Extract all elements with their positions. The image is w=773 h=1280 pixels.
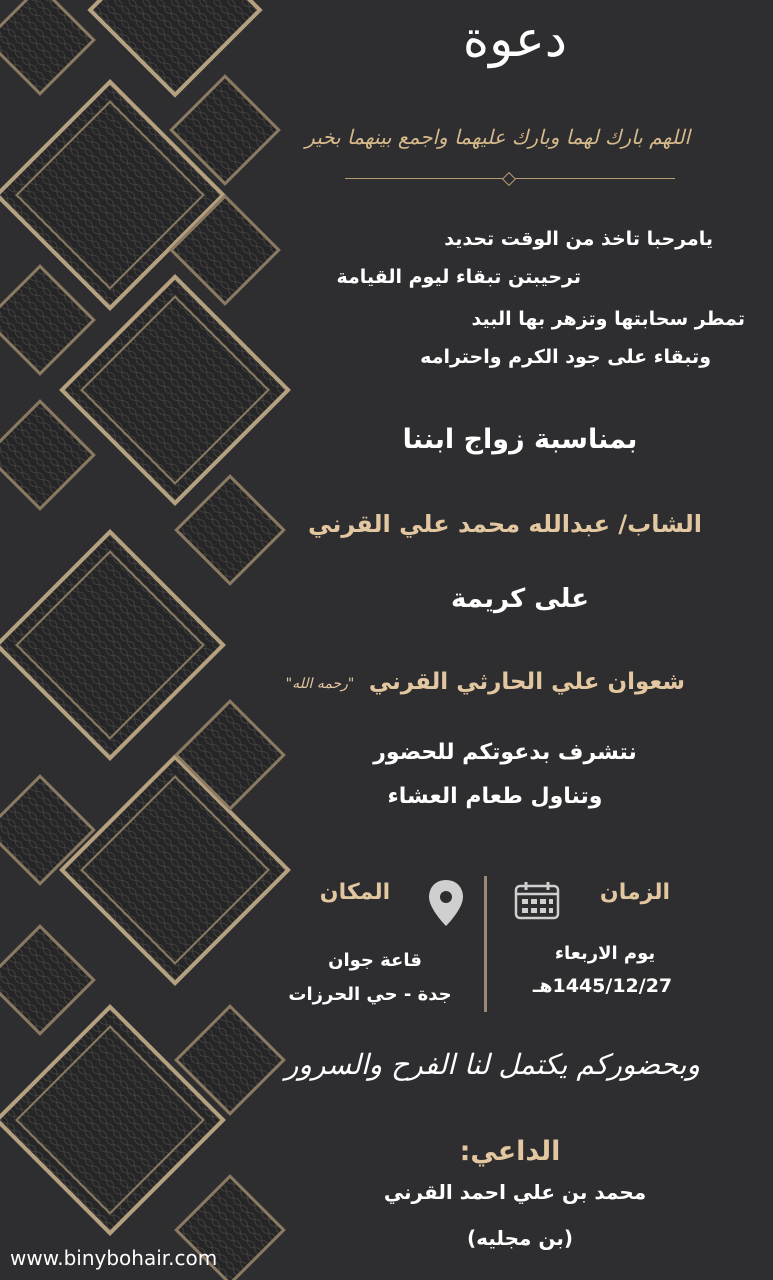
calendar-icon: [514, 880, 560, 920]
honor-line-2: وتناول طعام العشاء: [387, 784, 603, 809]
venue-city: جدة - حي الحرزات: [288, 984, 452, 1005]
poem-line-2: ترحيبتن تبقاء ليوم القيامة: [336, 266, 581, 288]
event-date: 1445/12/27هـ: [532, 975, 673, 997]
vertical-divider: [484, 876, 487, 1012]
place-heading: المكان: [319, 880, 391, 905]
divider-ornament-icon: [502, 172, 516, 186]
occasion-heading: بمناسبة زواج ابننا: [402, 424, 638, 455]
location-pin-icon: [426, 878, 466, 928]
website-watermark: www.binybohair.com: [10, 1246, 218, 1270]
poem-line-3: تمطر سحابتها وتزهر بها البيد: [471, 308, 745, 330]
honor-line-1: نتشرف بدعوتكم للحضور: [373, 740, 637, 765]
bride-father-note: "رحمه الله": [285, 676, 355, 692]
event-day: يوم الاربعاء: [554, 943, 656, 964]
host-name: محمد بن علي احمد القرني: [383, 1180, 647, 1204]
bride-father-name: شعوان علي الحارثي القرني: [368, 669, 685, 695]
invitation-title: دعوة: [462, 10, 568, 68]
groom-name: الشاب/ عبدالله محمد علي القرني: [308, 510, 702, 538]
poem-line-1: يامرحبا تاخذ من الوقت تحديد: [444, 228, 713, 250]
blessing-calligraphy: اللهم بارك لهما وبارك عليهما واجمع بينهما بخير: [305, 125, 690, 149]
to-text: على كريمة: [451, 584, 589, 614]
closing-calligraphy: وبحضوركم يكتمل لنا الفرح والسرور: [284, 1048, 700, 1081]
host-heading: الداعي:: [459, 1136, 561, 1167]
host-nickname: (بن مجليه): [466, 1226, 573, 1250]
poem-line-4: وتبقاء على جود الكرم واحترامه: [420, 346, 711, 368]
venue-hall: قاعة جوان: [328, 950, 422, 971]
time-heading: الزمان: [599, 880, 671, 905]
